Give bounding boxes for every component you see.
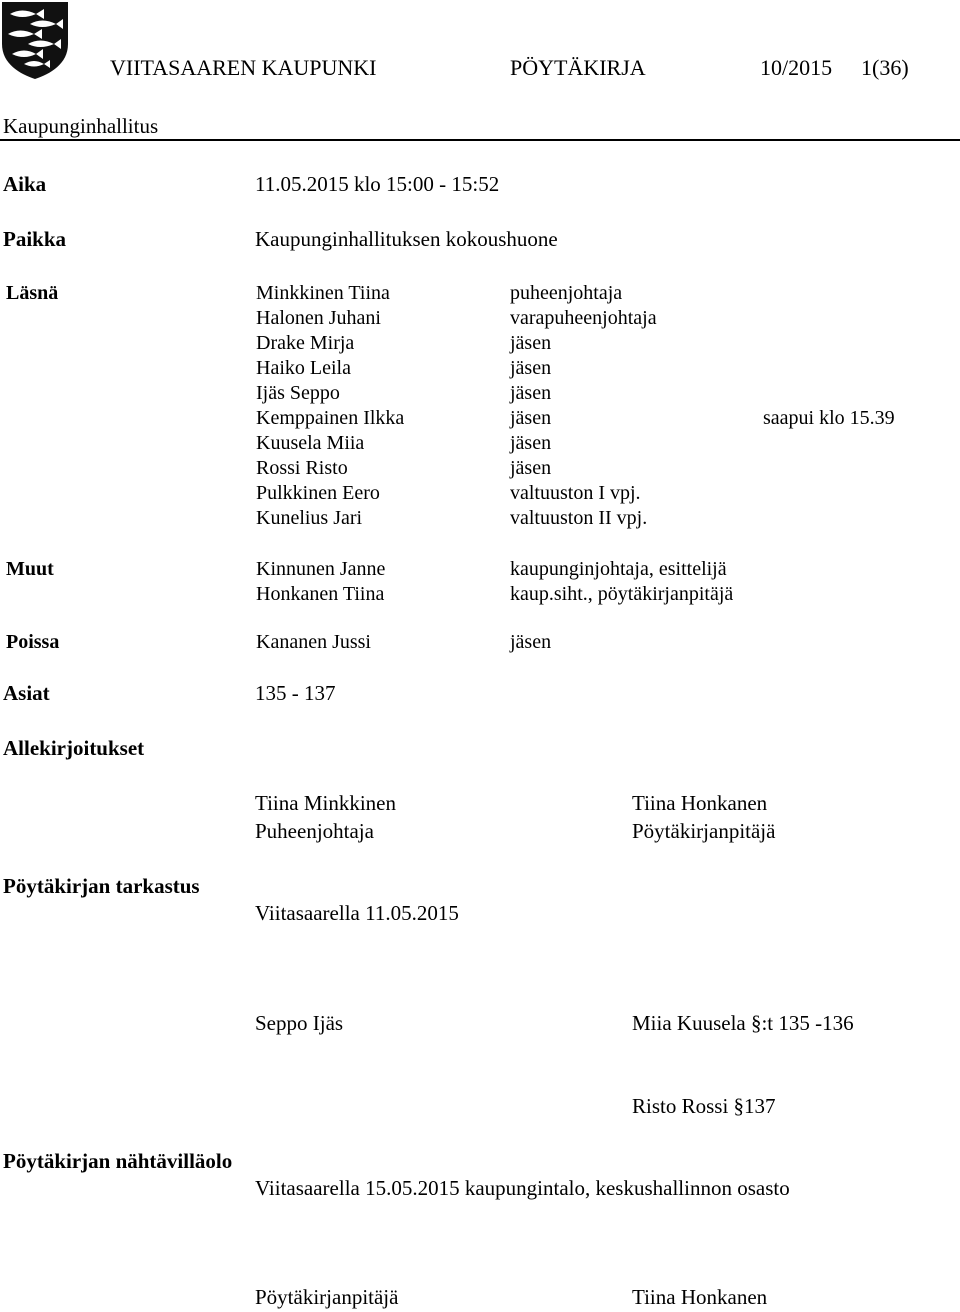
organisation-name: VIITASAAREN KAUPUNKI [110,55,377,80]
signatures-label: Allekirjoitukset [3,736,145,760]
absent-label: Poissa [6,631,60,653]
member-name: Kunelius Jari [256,507,363,529]
review-label: Pöytäkirjan tarkastus [3,874,200,898]
member-name: Kuusela Miia [256,432,365,454]
member-role: valtuuston II vpj. [510,507,648,529]
member-name: Haiko Leila [256,357,351,379]
display-signer-title: Pöytäkirjanpitäjä [255,1285,399,1309]
member-role: jäsen [510,332,552,354]
time-label: Aika [3,172,47,196]
secretary-title: Pöytäkirjanpitäjä [632,819,776,843]
other-role: kaup.siht., pöytäkirjanpitäjä [510,583,734,605]
absent-role: jäsen [510,631,552,653]
reviewer-3: Risto Rossi §137 [632,1094,776,1118]
member-role: jäsen [510,357,552,379]
document-number: 10/2015 [760,55,833,80]
member-role: varapuheenjohtaja [510,307,657,329]
chair-title: Puheenjohtaja [255,819,374,843]
reviewer-2: Miia Kuusela §:t 135 -136 [632,1011,854,1035]
header-divider [0,139,960,141]
member-name: Ijäs Seppo [256,382,340,404]
member-note: saapui klo 15.39 [763,407,895,429]
member-name: Rossi Risto [256,457,348,479]
absent-name: Kananen Jussi [256,631,371,653]
review-place-date: Viitasaarella 11.05.2015 [255,901,459,925]
present-label: Läsnä [6,282,59,304]
display-value: Viitasaarella 15.05.2015 kaupungintalo, keskushallinnon osasto [255,1176,790,1200]
member-role: jäsen [510,457,552,479]
place-label: Paikka [3,227,67,251]
member-role: jäsen [510,407,552,429]
secretary-name: Tiina Honkanen [632,791,768,815]
page-number: 1(36) [861,55,909,80]
display-label: Pöytäkirjan nähtävilläolo [3,1149,233,1173]
other-role: kaupunginjohtaja, esittelijä [510,558,727,580]
place-value: Kaupunginhallituksen kokoushuone [255,227,558,251]
reviewer-1: Seppo Ijäs [255,1011,344,1035]
other-name: Kinnunen Janne [256,558,386,580]
time-value: 11.05.2015 klo 15:00 - 15:52 [255,172,500,196]
member-role: valtuuston I vpj. [510,482,641,504]
items-value: 135 - 137 [255,681,336,705]
items-label: Asiat [3,681,50,705]
member-name: Halonen Juhani [256,307,381,329]
member-role: jäsen [510,432,552,454]
member-name: Minkkinen Tiina [256,282,390,304]
display-signer-name: Tiina Honkanen [632,1285,768,1309]
document-type: PÖYTÄKIRJA [510,55,646,80]
coat-of-arms-logo [0,0,70,80]
chair-name: Tiina Minkkinen [255,791,396,815]
governing-body: Kaupunginhallitus [3,114,159,138]
others-label: Muut [6,558,54,580]
other-name: Honkanen Tiina [256,583,385,605]
member-role: puheenjohtaja [510,282,623,304]
member-name: Kemppainen Ilkka [256,407,405,429]
member-name: Drake Mirja [256,332,355,354]
member-role: jäsen [510,382,552,404]
member-name: Pulkkinen Eero [256,482,380,504]
